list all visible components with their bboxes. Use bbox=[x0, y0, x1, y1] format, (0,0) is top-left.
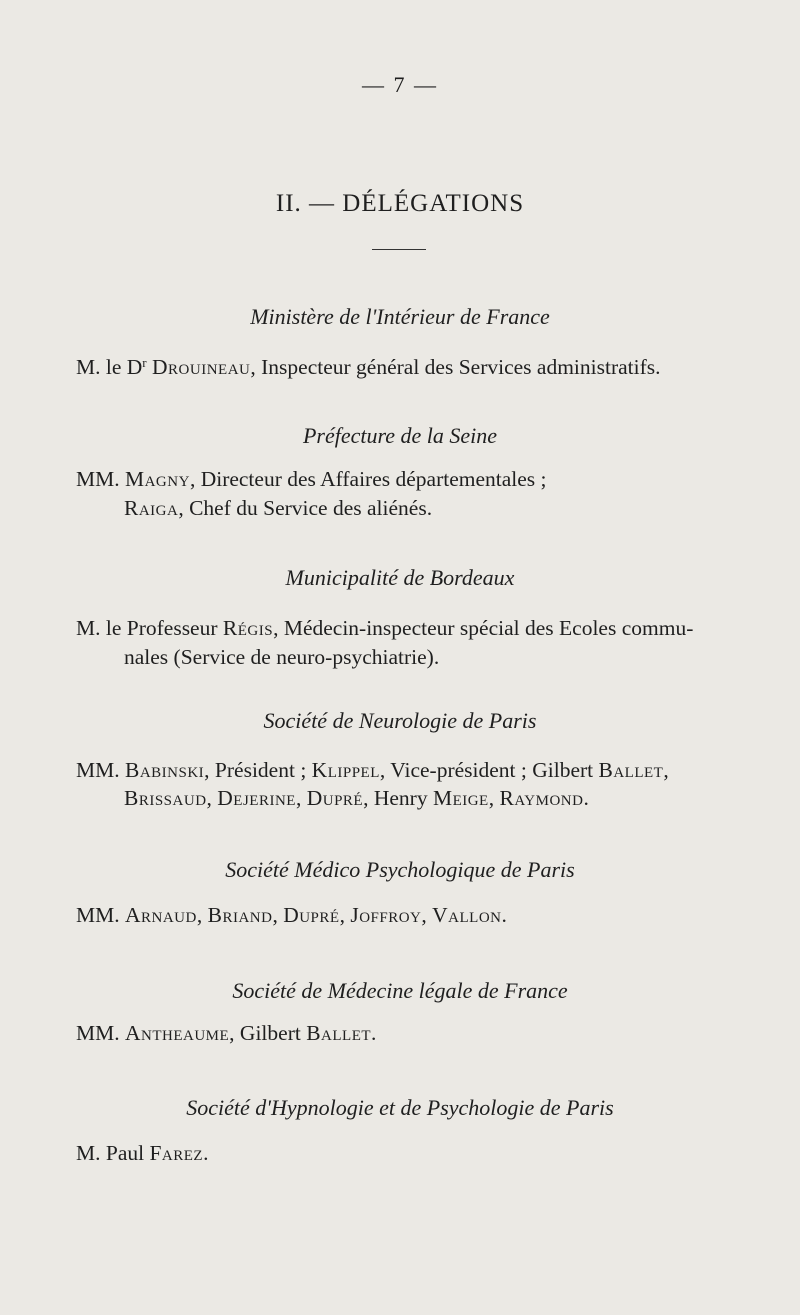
delegate-line: MM. Babinski, Président ; Klippel, Vice-président ; Gilbert Ballet, bbox=[76, 758, 669, 782]
delegate-name: Vallon bbox=[432, 903, 502, 927]
delegate-name: Farez bbox=[149, 1141, 204, 1165]
delegate-name: Joffroy bbox=[350, 903, 422, 927]
page-number: — 7 — bbox=[362, 72, 438, 97]
delegate-name: Klippel bbox=[311, 758, 380, 782]
section-title-medico-psychologique: Société Médico Psychologique de Paris bbox=[225, 857, 575, 882]
section-title-prefecture: Préfecture de la Seine bbox=[302, 423, 498, 448]
delegate-name: Raymond bbox=[499, 786, 584, 810]
delegate-name: Régis bbox=[222, 616, 274, 640]
section-title-hypnologie: Société d'Hypnologie et de Psychologie de Paris bbox=[186, 1095, 614, 1120]
section-title-bordeaux: Municipalité de Bordeaux bbox=[285, 565, 515, 590]
section-title-ministere: Ministère de l'Intérieur de France bbox=[250, 304, 550, 329]
delegate-line: nales (Service de neuro-psychiatrie). bbox=[124, 645, 440, 669]
delegate-name: Brissaud bbox=[124, 786, 207, 810]
delegate-line: M. le Professeur Régis, Médecin-inspecteur spécial des Ecoles commu- bbox=[76, 616, 694, 640]
delegate-line: M. le $D^r$ Drouineau, Inspecteur général des Services administratifs. bbox=[76, 355, 661, 379]
delegate-name: Briand bbox=[207, 903, 273, 927]
delegate-line: Raiga, Chef du Service des aliénés. bbox=[124, 496, 433, 520]
delegate-name: Dejerine bbox=[217, 786, 296, 810]
delegate-name: Ballet bbox=[306, 1021, 372, 1045]
delegate-line: MM. Arnaud, Briand, Dupré, Joffroy, Vallon. bbox=[76, 903, 507, 927]
section-title-medecine-legale: Société de Médecine légale de France bbox=[232, 978, 568, 1003]
heading-divider bbox=[372, 249, 426, 250]
delegate-name: Raiga bbox=[124, 496, 179, 520]
delegate-name: Antheaume bbox=[124, 1021, 230, 1045]
delegate-line: M. Paul Farez. bbox=[76, 1141, 209, 1165]
section-title-neurologie: Société de Neurologie de Paris bbox=[263, 708, 537, 733]
delegate-name: Drouineau bbox=[152, 355, 251, 379]
delegate-name: Magny bbox=[124, 467, 190, 491]
delegate-line: Brissaud, Dejerine, Dupré, Henry Meige, Raymond. bbox=[124, 786, 589, 810]
delegate-name: Arnaud bbox=[124, 903, 197, 927]
delegate-name: Meige bbox=[432, 786, 489, 810]
delegate-line: MM. Antheaume, Gilbert Ballet. bbox=[76, 1021, 377, 1045]
chapter-heading: II. — DÉLÉGATIONS bbox=[275, 190, 525, 217]
delegate-name: Babinski bbox=[124, 758, 205, 782]
delegate-name: Dupré bbox=[283, 903, 340, 927]
delegate-name: Ballet bbox=[598, 758, 664, 782]
delegate-line: MM. Magny, Directeur des Affaires départementales ; bbox=[76, 467, 547, 491]
delegate-name: Dupré bbox=[306, 786, 364, 810]
